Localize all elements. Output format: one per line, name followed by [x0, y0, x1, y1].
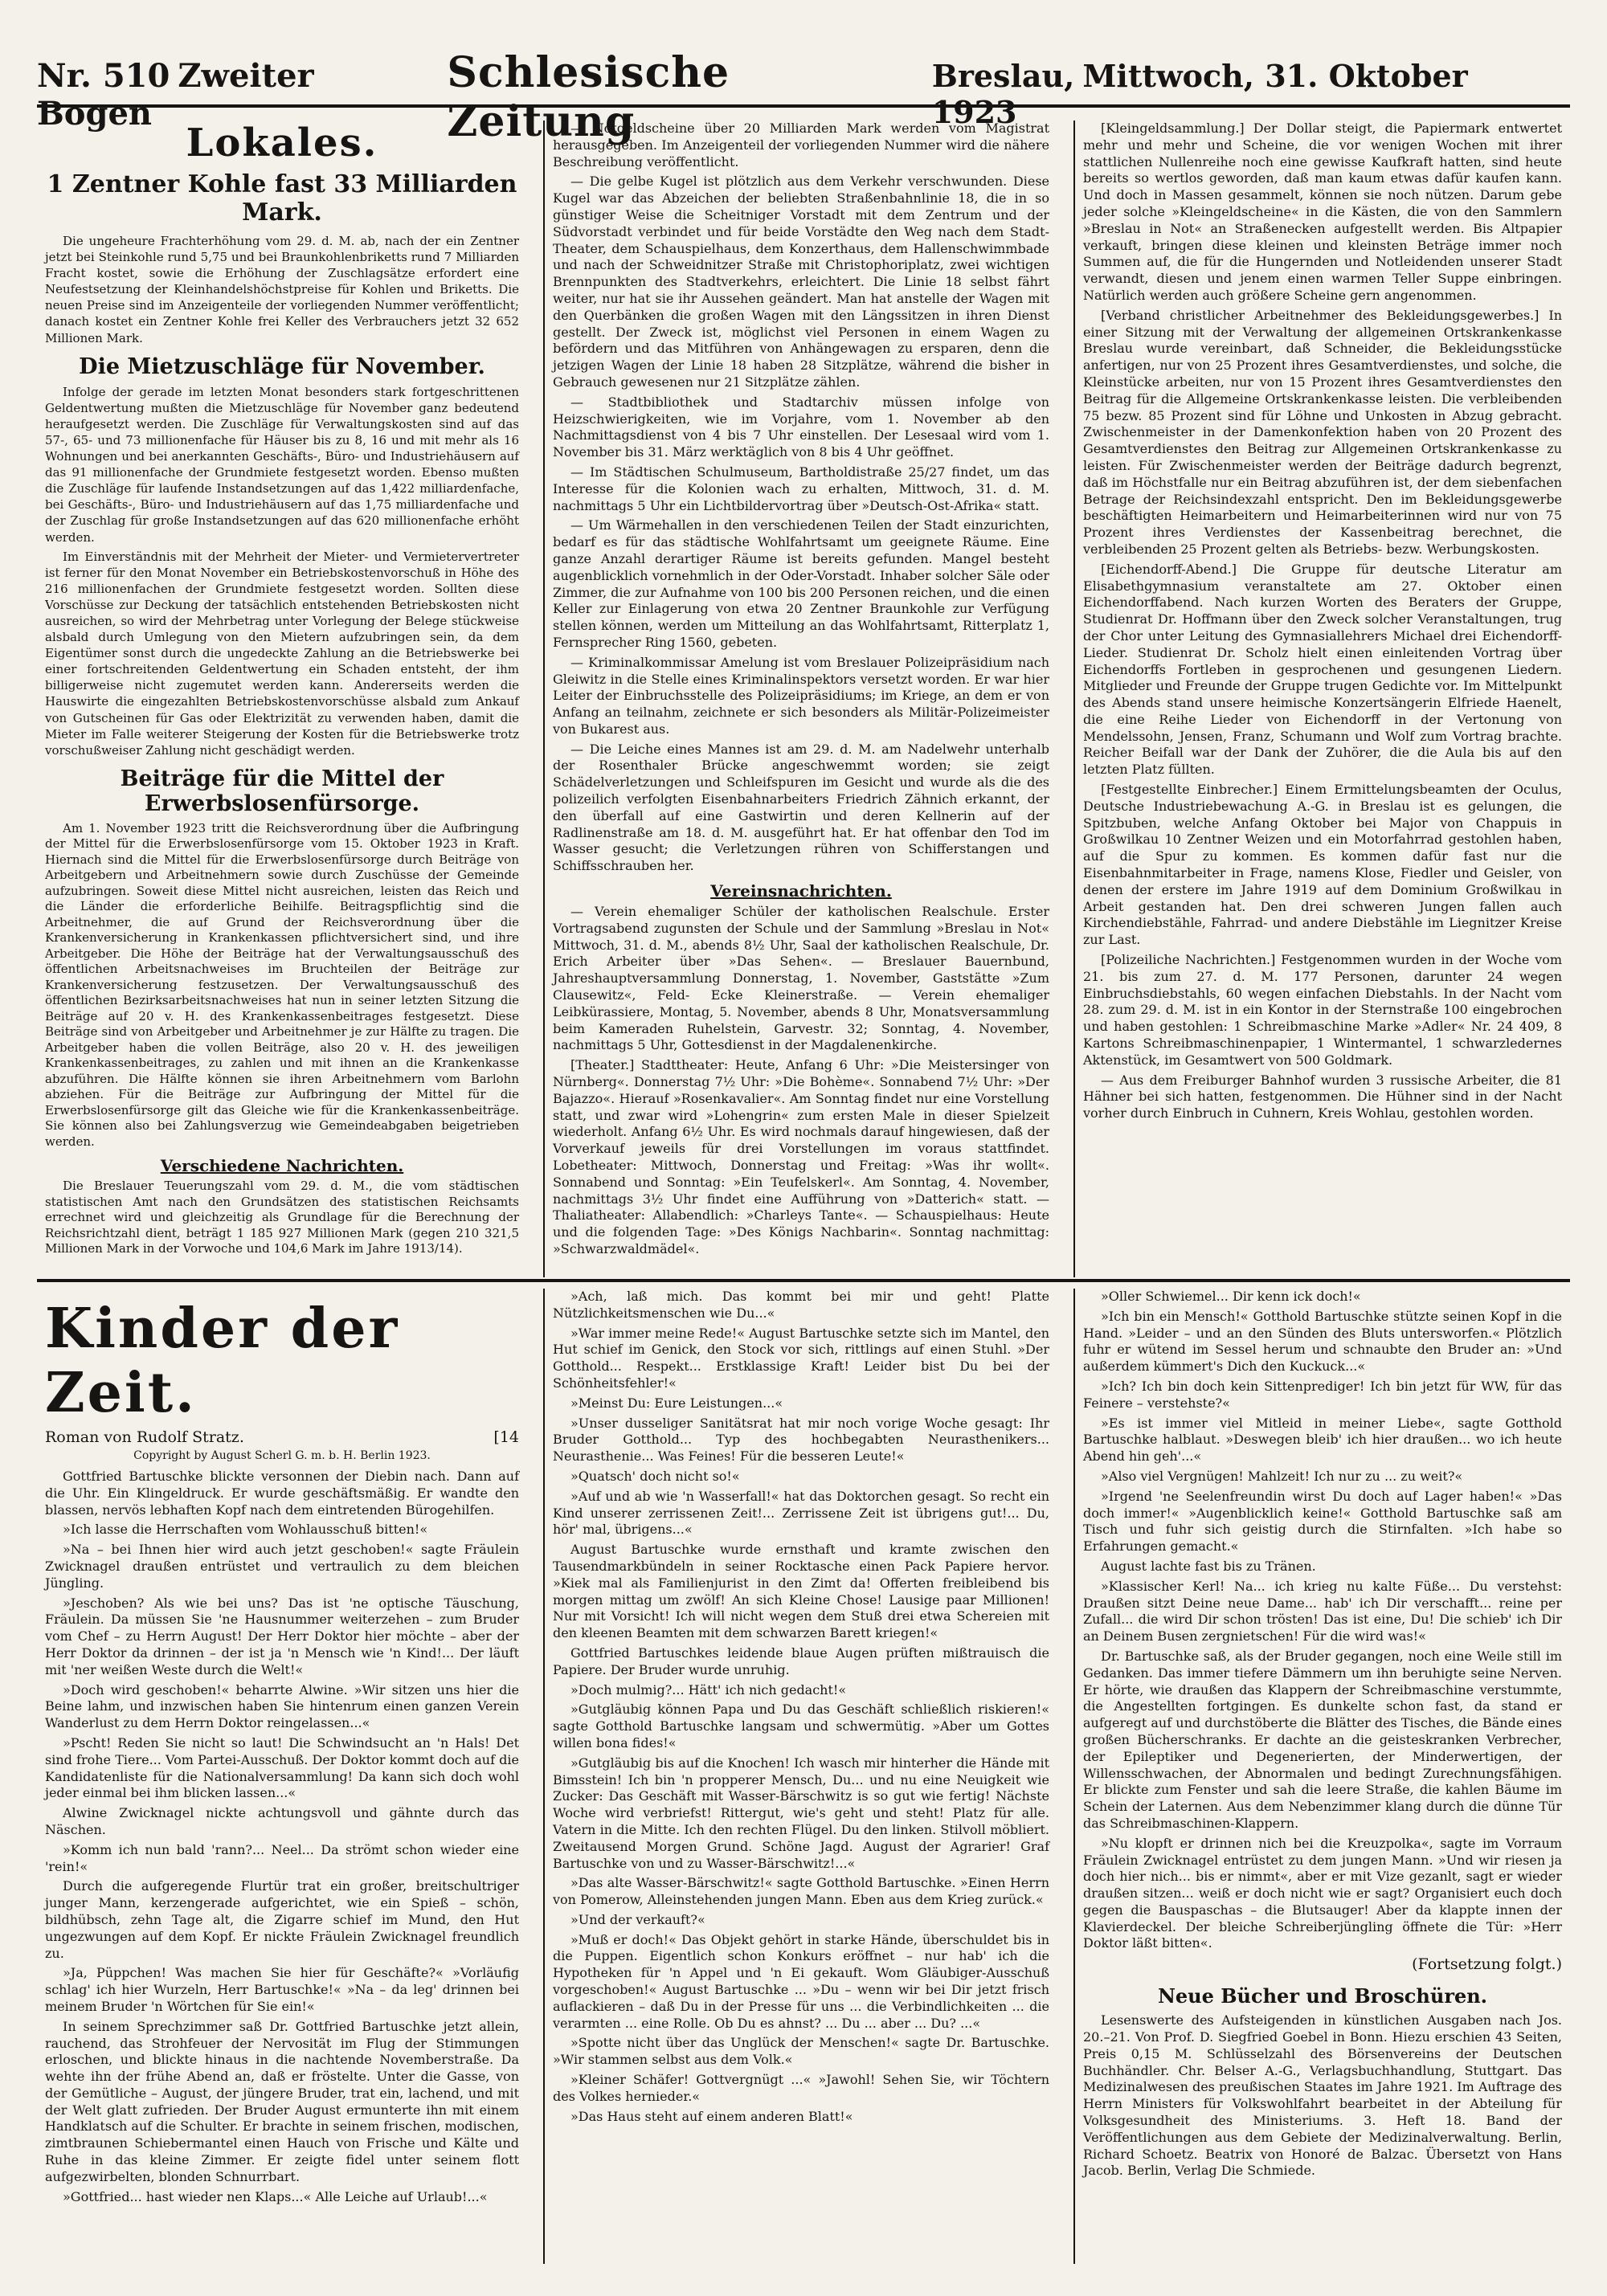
headline-kohle: 1 Zentner Kohle fast 33 Milliarden Mark. [47, 170, 517, 227]
article-teuerungszahl: Die Breslauer Teuerungszahl vom 29. d. M., die vom städtischen statistischen Amt nach den Grundsätzen des statistischen Reichsamts errechnet wird und gleichzeitig als Grundlage für die Berechnung der Reichsrichtzahl dient, beträgt 1 185 927 Millionen Mark (gegen 210 321,5 Millionen Mark in der Vorwoche und 104,6 Mark im Jahre 1913/14). [45, 1179, 519, 1256]
novel-paragraph: »Das Haus steht auf einem anderen Blatt!« [570, 2108, 853, 2124]
novel-paragraph: »Pscht! Reden Sie nicht so laut! Die Schwindsucht an 'n Hals! Det sind frohe Tiere... Vom Partei-Ausschuß. Der Doktor kommt doch auf die Kandidatenliste für die Nationalversammlung! Da kann sich doch wohl jeder einmal bei ihm blicken lassen...« [45, 1734, 519, 1801]
article-leiche: — Die Leiche eines Mannes ist am 29. d. M. am Nadelwehr unterhalb der Rosenthaler Brücke angeschwemmt worden; sie zeigt Schädelverletzungen und Schleifspuren im Gesicht und wurde als die des polizeilich verfolgten Eisenbahnarbeiters Friedrich Zähnich erkannt, der den überfall auf eine Gastwirtin und deren Kellnerin auf der Radlinenstraße am 18. d. M. ausgeführt hat. Er hat offenbar den Tod im Wasser gesucht; die Verletzungen rühren von Schifferstangen und Schiffsschrauben her. [553, 741, 1049, 874]
novel-paragraph: »Doch mulmig?... Hätt' ich nich gedacht!« [570, 1681, 847, 1697]
column-notices [1073, 121, 1570, 1277]
novel-column-1 [37, 1289, 527, 2208]
column-lokales [37, 121, 527, 1260]
novel-paragraph: »Ich? Ich bin doch kein Sittenprediger! Ich bin jetzt für WW, für das Feinere – verstehste?« [1083, 1378, 1562, 1411]
article-einbrecher: [Festgestellte Einbrecher.] Einem Ermittelungsbeamten der Oculus, Deutsche Industriebewachung A.-G. in Breslau ist es gelungen, die Spitzbuben, welche Anfang Oktober bei Major von Chappuis in Großwilkau 10 Zentner Weizen und ein Motorfahrrad gestohlen haben, auf die Spur zu kommen. Es kommen dafür fast nur die Eisenbahnmitarbeiter in Frage, namens Klose, Fiedler und Geisler, von denen der erstere im Jahre 1919 auf dem Dominium Großwilkau in Arbeit gestanden hat. Den drei schweren Jungen fallen auch Kirchendiebstähle, Fahrrad- und andere Diebstähle im Liegnitzer Kreise zur Last. [1083, 782, 1562, 948]
novel-meta [45, 1428, 519, 1446]
novel-paragraph: »Ich bin ein Mensch!« Gotthold Bartuschke stützte seinen Kopf in die Hand. »Leider – und an den Sünden des Bluts untersworfen.« Plötzlich fuhr er wütend im Sessel herum und schnaubte den Bruder an: »Und außerdem kümmert's Dich den Kuckuck...« [1083, 1308, 1562, 1375]
feuilleton-divider [37, 1279, 1570, 1282]
article-polizei: [Polizeiliche Nachrichten.] Festgenommen wurden in der Woche vom 21. bis zum 27. d. M. 177 Personen, darunter 24 wegen Einbruchsdiebstahls, 60 wegen einfachen Diebstahls. In der Nacht vom 28. zum 29. d. M. ist in ein Kontor in der Sternstraße 100 eingebrochen und haben gestohlen: 1 Schreibmaschine Marke »Adler« Nr. 24 409, 8 Kartons Schreibmaschinenpapier, 1 Wintermantel, 1 schwarzledernes Aktenstück, im Gesamtwert von 500 Goldmark. [1083, 952, 1562, 1068]
novel-paragraph: In seinem Sprechzimmer saß Dr. Gottfried Bartuschke jetzt allein, rauchend, das Strohfeuer der Nervosität im Flug der Stimmungen erloschen, und blickte hinaus in die nachtende Novemberstraße. Da wehte ihn der frühe Abend an, daß er fröstelte. Unter die Gasse, von der Gemütliche – August, der jüngere Bruder, trat ein, lachend, und mit der Welt glatt zufrieden. Der Bruder August ermunterte ihn mit einem Handklatsch auf die Schulter. Er brachte in seinem frischen, modischen, zimtbraunen Schiebermantel einen Hauch von Frische und Kälte und Ruhe in das kleine Zimmer. Er zeigte fidel unter seinem flott aufgezwirbelten, blonden Schnurrbart. [45, 2018, 519, 2184]
column-local-news [543, 121, 1057, 1277]
novel-column-3 [1073, 1289, 1570, 2264]
novel-paragraph: Gottfried Bartuschke blickte versonnen der Diebin nach. Dann auf die Uhr. Ein Klingeldruck. Er wurde geschäftsmäßig. Er wandte den blassen, nervös lebhaften Kopf nach dem eintretenden Bürogehilfen. [45, 1469, 519, 1518]
novel-paragraph: »Ja, Püppchen! Was machen Sie hier für Geschäfte?« »Vorläufig schlag' ich hier Wurzeln, Herr Bartuschke!« »Na – da leg' drinnen bei meinem Bruder 'n Wörtchen für Sie ein!« [45, 1965, 519, 2014]
article-stadtbibliothek: — Stadtbibliothek und Stadtarchiv müssen infolge von Heizschwierigkeiten, wie im Vorjahre, vom 1. November ab den Nachmittagsdienst von 4 bis 7 Uhr einstellen. Der Lesesaal wird vom 1. November bis 31. März werktäglich von 8 bis 4 Uhr geöffnet. [553, 394, 1049, 460]
novel-paragraph: »Spotte nicht über das Unglück der Menschen!« sagte Dr. Bartuschke. »Wir stammen selbst aus dem Volk.« [553, 2035, 1049, 2068]
article-kriminalkommissar: — Kriminalkommissar Amelung ist vom Breslauer Polizeipräsidium nach Gleiwitz in die Stelle eines Kriminalinspektors versetzt worden. Er war hier Leiter der Einbruchsstelle des Polizeipräsidiums; im Kriege, an dem er von Anfang an teilnahm, zeichnete er sich besonders als Militär-Polizeimeister von Bukarest aus. [553, 654, 1049, 737]
novel-paragraph: »Kleiner Schäfer! Gottvergnügt ...« »Jawohl! Sehen Sie, wir Töchtern des Volkes hernieder.« [553, 2072, 1049, 2104]
newspaper-title: Schlesische Zeitung [447, 48, 730, 146]
headline-vereinsnachrichten: Vereinsnachrichten. [710, 881, 892, 901]
novel-paragraph: »Es ist immer viel Mitleid in meiner Liebe«, sagte Gotthold Bartuschke halblaut. »Deswegen bleib' ich hier draußen... wo ich heute Abend hin geh'...« [1083, 1415, 1562, 1465]
issue-number: Nr. 510 [37, 57, 170, 95]
novel-paragraph: »Klassischer Kerl! Na... ich krieg nu kalte Füße... Du verstehst: Draußen sitzt Deine neue Dame... hab' ich Dir verschafft... reine per Zufall... die wird Dir schon trösten! Das ist eine, Du! Die schieb' ich Dir an Deinem Busen zergnietschen! Für die wird was!« [1083, 1578, 1562, 1644]
article-notgeld: — Notgeldscheine über 20 Milliarden Mark werden vom Magistrat herausgegeben. Im Anzeigenteil der vorliegenden Nummer wird die nähere Beschreibung veröffentlicht. [553, 121, 1049, 170]
article-theater: [Theater.] Stadttheater: Heute, Anfang 6 Uhr: »Die Meistersinger von Nürnberg«. Donnerstag 7½ Uhr: »Die Bohème«. Sonnabend 7½ Uhr: »Der Bajazzo«. Hierauf »Rosenkavalier«. Am Sonntag findet nur eine Vorstellung statt, und zwar wird »Lohengrin« zum ersten Male in dieser Spielzeit wiederholt. Anfang 6½ Uhr. Es wird nochmals darauf hingewiesen, daß der Vorverkauf jeweils für drei Vorstellungen im voraus stattfindet. Lobetheater: Mittwoch, Donnerstag und Freitag: »Was ihr wollt«. Sonnabend und Sonntag: »Ein Teufelskerl«. Am Sonntag, 4. November, nachmittags 3½ Uhr findet eine Aufführung von »Datterich« statt. — Thaliatheater: Allabendlich: »Charleys Tante«. — Schauspielhaus: Heute und die folgenden Tage: »Des Königs Nachbarin«. Sonntag nachmittag: »Schwarzwaldmädel«. [553, 1057, 1049, 1256]
article-gelbe-kugel: — Die gelbe Kugel ist plötzlich aus dem Verkehr verschwunden. Diese Kugel war das Abzeichen der beliebten Straßenbahnlinie 18, die in so günstiger Weise die Scheitniger Vorstadt mit dem Zentrum und der Südvorstadt verbindet und für beide Vorstädte den Weg nach dem Stadt-Theater, dem Schauspielhaus, dem Konzerthaus, dem Hallenschwimmbade und nach der Schweidnitzer Straße mit Christophoriplatz, zwei wichtigen Brennpunkten des Stadtverkehrs, erleichtert. Die Linie 18 selbst fährt weiter, nur hat sie ihr Aussehen geändert. Man hat anstelle der Wagen mit den Querbänken die großen Wagen mit den Längssitzen in ihren Dienst gestellt. Der Zweck ist, möglichst viel Personen in einem Wagen zu befördern und das Mitführen von Anhängewagen zu ersparen, denn die jetzigen Wagen der Linie 18 haben 28 Sitzplätze, während die bisher in Gebrauch gewesenen nur 21 Sitzplätze zählen. [553, 174, 1049, 390]
article-kohle: Die ungeheure Frachterhöhung vom 29. d. M. ab, nach der ein Zentner jetzt bei Steinkohle rund 5,75 und bei Braunkohlenbriketts rund 7 Milliarden Fracht kostet, sowie die Erhöhung der Zuschlagsätze erfordert eine Neufestsetzung der Kleinhandelshöchstpreise für Kohlen und Briketts. Die neuen Preise sind im Anzeigenteile der vorliegenden Nummer veröffentlicht; danach kostet ein Zentner Kohle frei Keller des Verbrauchers jetzt 32 652 Millionen Mark. [45, 234, 519, 345]
novel-paragraph: »Gutgläubig bis auf die Knochen! Ich wasch mir hinterher die Hände mit Bimsstein! Ich bin 'n propperer Mensch, Du... und nu eine Neuigkeit wie Zucker: Das Geschäft mit Wasser-Bärschwitz is so gut wie fertig! Nächste Woche wird verbriefst! Rittergut, wie's geht und steht! Platz für alle. Vatern in die Mitte. Ich den rechten Flügel. Du den linken. Stilvoll möbliert. Zweitausend Morgen Grund. Schöne Jagd. August der Agrarier! Graf Bartuschke von und zu Wasser-Bärschwitz!...« [553, 1755, 1049, 1871]
novel-paragraph: »Ach, laß mich. Das kommt bei mir und geht! Platte Nützlichkeitsmenschen wie Du...« [553, 1289, 1049, 1321]
novel-paragraph: »Und der verkauft?« [570, 1911, 705, 1927]
headline-neue-buecher: Neue Bücher und Broschüren. [1157, 1984, 1488, 2008]
novel-paragraph: »Nu klopft er drinnen nich bei die Kreuzpolka«, sagte im Vorraum Fräulein Zwicknagel entrüstet zu dem jungen Mann. »Und wir riesen ja doch hier nich... bis er nimmt«, aber er mit Vize gezanlt, sagt er wieder draußen sitzen... weiß er doch nicht wie er sagt? Organisiert euch doch gegen die Bauspaschas – die Blutsauger! Aber da klappte innen der Klavierdeckel. Der bleiche Schreiberjüngling öffnete die Tür: »Herr Doktor läßt bitten«. [1083, 1835, 1562, 1951]
article-mietzuschlaege-2: Im Einverständnis mit der Mehrheit der Mieter- und Vermietervertreter ist ferner für den Monat November ein Betriebskostenvorschuß in Höhe des 216 millionenfachen der Grundmiete festgesetzt worden. Sollten diese Vorschüsse zur Deckung der tatsächlich entstehenden Betriebskosten nicht ausreichen, so wird der Mehrbetrag unter Vorlegung der Belege stückweise alsbald durch Umlegung von den Mietern aufzubringen sein, da dem Eigentümer sonst durch die ungedeckte Zahlung an die Betriebswerke bei einer fortschreitenden Geldentwertung ein Schaden entsteht, der ihm billigerweise nicht zugemutet werden kann. Andererseits werden die Hauswirte die eingezahlten Betriebskostenvorschüsse alsbald zum Ankauf von Gutscheinen für Gas oder Elektrizität zu verwenden haben, damit die Mieter im Falle weiterer Steigerung der Kosten für die Betriebswerke trotz vorschußweiser Zahlung nicht geschädigt werden. [45, 549, 519, 758]
novel-paragraph: Alwine Zwicknagel nickte achtungsvoll und gähnte durch das Näschen. [45, 1805, 519, 1837]
location: Breslau, [931, 58, 1075, 94]
issue-date: Mittwoch, 31. Oktober 1923 [931, 58, 1468, 130]
novel-paragraph: Durch die aufgeregende Flurtür trat ein großer, breitschultriger junger Mann, kerzengerade aufgerichtet, wie ein Spieß – schön, bildhübsch, zehn Tage alt, die Zigarre schief im Mund, den Hut ungezwungen auf dem Kopf. Er nickte Fräulein Zwicknagel freundlich zu. [45, 1878, 519, 1961]
novel-paragraph: »Irgend 'ne Seelenfreundin wirst Du doch auf Lager haben!« »Das doch immer!« »Augenblicklich keine!« Gotthold Bartuschke saß am Tisch und fuhr sich geistig durch die Stirnfalten. »Ich habe so Erfahrungen gemacht.« [1083, 1488, 1562, 1554]
to-be-continued: (Fortsetzung folgt.) [1412, 1955, 1562, 1974]
novel-column-2 [543, 1289, 1057, 2264]
article-mietzuschlaege-1: Infolge der gerade im letzten Monat besonders stark fortgeschrittenen Geldentwertung mußten die Mietzuschläge für November ganz bedeutend heraufgesetzt werden. Die Zuschläge für Verwaltungskosten sind auf das 57-, 65- und 73 millionenfache für Häuser bis zu 8, 16 und mit mehr als 16 Wohnungen und bei anerkannten Geschäfts-, Büro- und Industriehäusern auf das 91 millionenfache der Grundmiete festgesetzt worden. Ebenso mußten die Zuschläge für laufende Instandsetzungen auf das 1,422 milliardenfache, bei Geschäfts-, Büro- und Industriehäusern auf das 1,75 milliardenfache und der Zuschlag für große Instandsetzungen auf das 620 millionenfache erhöht werden. [45, 384, 519, 545]
novel-paragraph: »War immer meine Rede!« August Bartuschke setzte sich im Mantel, den Hut schief im Genick, den Stock vor sich, rittlings auf einen Stuhl. »Der Gotthold... Respekt... Erstklassige Kraft! Leider bist Du bei der Schönheitsfehler!« [553, 1325, 1049, 1391]
article-vereinsnachrichten: — Verein ehemaliger Schüler der katholischen Realschule. Erster Vortragsabend zugunsten der Schule und der Sammlung »Breslau in Not« Mittwoch, 31. d. M., abends 8½ Uhr, Saal der katholischen Realschule, Dr. Erich Arbeiter über »Das Sehen«. — Breslauer Bauernbund, Jahreshauptversammlung Donnerstag, 1. November, Gaststätte »Zum Clausewitz«, Feld- Ecke Kleinerstraße. — Verein ehemaliger Leibkürassiere, Montag, 5. November, abends 8 Uhr, Monatsversammlung beim Kameraden Ruhelstein, Garvestr. 32; Sonntag, 4. November, nachmittags 5 Uhr, Gottesdienst in der Magdalenenkirche. [553, 904, 1049, 1053]
novel-paragraph: »Jeschoben? Als wie bei uns? Das ist 'ne optische Täuschung, Fräulein. Da müssen Sie 'ne Hausnummer weiterzehen – zum Bruder vom Chef – zu Herrn August! Der Herr Doktor hier möchte – aber der Herr Doktor da drinnen – der ist ja 'n Mensch wie 'n Kind!... Der läuft mit 'ner weißen Weste durch die Welt!« [45, 1595, 519, 1677]
novel-paragraph: Dr. Bartuschke saß, als der Bruder gegangen, noch eine Weile still im Gedanken. Das immer tiefere Dämmern um ihn beruhigte seine Nerven. Er hörte, wie draußen das Klappern der Schreibmaschine verstummte, die Angestellten fortgingen. Es dunkelte schon fast, da stand er aufgeregt auf und durchstöberte die Blätter des Tisches, die Bände eines großen Bücherschranks. Er dachte an die geisteskranken Verbrecher, der Epileptiker und Degenerierten, der Minderwertigen, der Willensschwachen, der Abnormalen und bedingt Zurechnungsfähigen. Er blickte zum Fenster und sah die leere Straße, die kahlen Bäume im Schein der Laternen. Aus dem Nebenzimmer klang durch die dünne Tür das Schreibmaschinen-Klappern. [1083, 1648, 1562, 1831]
novel-paragraph: »Quatsch' doch nicht so!« [570, 1468, 740, 1484]
article-waermehallen: — Um Wärmehallen in den verschiedenen Teilen der Stadt einzurichten, bedarf es für das städtische Wohlfahrtsamt um geeignete Räume. Eine ganze Anzahl derartiger Räume ist bereits gefunden. Mangel besteht augenblicklich vornehmlich in der Oder-Vorstadt. Inhaber solcher Säle oder Zimmer, die zur Aufnahme von 100 bis 200 Personen reichen, und die einen Keller zur Einlagerung von etwa 20 Zentner Braunkohle zur Verfügung stellen können, werden um Mitteilung an das Wohlfahrtsamt, Ritterplatz 1, Fernsprecher Ring 1560, gebeten. [553, 517, 1049, 650]
article-neue-buecher: Lesenswerte des Aufsteigenden in künstlichen Ausgaben nach Jos. 20.–21. Von Prof. D. Siegfried Goebel in Bonn. Hiezu erschien 43 Seiten, Preis 0,15 M. Schlüsselzahl des Börsenvereins der Deutschen Buchhändler. Chr. Belser A.-G., Verlagsbuchhandlung, Stuttgart. Das Medizinalwesen des preußischen Staates im Jahre 1921. Im Auftrage des Herrn Ministers für Volkswohlfahrt bearbeitet in der Abteilung für Volksgesundheit des Ministeriums. 3. Heft 18. Band der Veröffentlichungen aus dem Gebiete der Medizinalverwaltung. Berlin, Richard Schoetz. Beatrix von Honoré de Balzac. Übersetzt von Hans Jacob. Berlin, Verlag Die Schmiede. [1083, 2012, 1562, 2179]
article-freiburger-bahnhof: — Aus dem Freiburger Bahnhof wurden 3 russische Arbeiter, die 81 Hähner bei sich hatten, festgenommen. Die Hühner sind in der Nacht vorher durch Einbruch in Cuhnern, Kreis Wohlau, gestohlen worden. [1083, 1072, 1562, 1121]
novel-paragraph: August Bartuschke wurde ernsthaft und kramte zwischen den Tausendmarkbündeln in seiner Rocktasche einen Pack Papiere hervor. »Kiek mal als Familienjurist in den Zimt da! Offerten freibleibend bis morgen mittag um zwölf! An sich Kleine Chose! Lausige paar Millionen! Nur mit Vorsicht! Ich will nicht wegen dem Stuß drei etwa Schereien mit den kleenen Beamten mit dem schwarzen Barett kriegen!« [553, 1542, 1049, 1641]
article-eichendorff: [Eichendorff-Abend.] Die Gruppe für deutsche Literatur am Elisabethgymnasium veranstaltete am 27. Oktober einen Eichendorffabend. Nach kurzen Worten des Beraters der Gruppe, Studienrat Dr. Hoffmann über den Zweck solcher Veranstaltungen, trug der Chor unter Leitung des Gymnasiallehrers Michael drei Eichendorff-Lieder. Studienrat Dr. Scholz hielt einen einleitenden Vortrag über Eichendorffs Fortleben in gesprochenen und gesungenen Liedern. Mitglieder und Freunde der Gruppe trugen Gedichte vor. Im Mittelpunkt des Abends stand unsere heimische Konzertsängerin Elfriede Haenelt, die eine Reihe Lieder von Eichendorff in der Vertonung von Mendelssohn, Jensen, Franz, Schumann und Wolf zum Vortrag brachte. Reicher Beifall war der Dank der Zuhörer, die die Aula bis auf den letzten Platz füllten. [1083, 561, 1562, 778]
novel-copyright: Copyright by August Scherl G. m. b. H. Berlin 1923. [133, 1449, 431, 1462]
headline-verschiedenes: Verschiedene Nachrichten. [160, 1156, 404, 1176]
feuilleton-section [37, 1289, 1570, 2264]
article-bekleidungsgewerbe: [Verband christlicher Arbeitnehmer des Bekleidungsgewerbes.] In einer Sitzung mit der Verwaltung der allgemeinen Ortskrankenkasse Breslau wurde vereinbart, daß Schneider, die Bekleidungsstücke anfertigen, nur von 25 Prozent ihres Gesamtverdienstes, und solche, die Kleinstücke arbeiten, nur von 15 Prozent ihres Gesamtverdienstes den Beitrag für die Allgemeine Ortskrankenkasse leisten. Die verbleibenden 75 bezw. 85 Prozent sind für Löhne und Unkosten in Abzug gebracht. Zwischenmeister in der Damenkonfektion haben von 20 Prozent des Gesamtverdienstes den Beitrag zur Allgemeinen Ortskrankenkasse zu leisten. Für Zwischenmeister werden der Beiträge dadurch begrenzt, daß im Höchstfalle nur ein Beitrag abzuführen ist, der dem siebenfachen Betrage der Reichsindexzahl entspricht. Den im Bekleidungsgewerbe beschäftigten Heimarbeitern und Heimarbeiterinnen wird nur von 75 Prozent ihres Verdienstes der Kassenbeitrag berechnet, die verbleibenden 25 Prozent gelten als Betriebs- bezw. Werbungskosten. [1083, 307, 1562, 557]
article-erwerbslosenfuersorge: Am 1. November 1923 tritt die Reichsverordnung über die Aufbringung der Mittel für die Erwerbslosenfürsorge vom 15. Oktober 1923 in Kraft. Hiernach sind die Mittel für die Erwerbslosenfürsorge durch Beiträge von Arbeitgebern und Arbeitnehmern sowie durch Zuschüsse der Gemeinde aufzubringen. Soweit diese Mittel nicht ausreichen, leisten das Reich und die Länder die erforderliche Beihilfe. Beitragspflichtig sind die Arbeitnehmer, die auf Grund der Reichsverordnung über die Krankenversicherung in Krankenkassen pflichtversichert sind, und ihre Arbeitgeber. Die Höhe der Beiträge hat der Verwaltungsausschuß des öffentlichen Arbeitsnachweises im Bruchteilen der Beiträge zur Krankenversicherung festzusetzen. Der Verwaltungsausschuß des öffentlichen Bezirksarbeitsnachweises hat nun in seiner letzten Sitzung die Beiträge auf 20 v. H. des Krankenkassenbeitrages festgesetzt. Diese Beiträge sind von Arbeitgeber und Arbeitnehmer je zur Hälfte zu tragen. Die Arbeitgeber haben die vollen Beiträge, also 20 v. H. des jeweiligen Krankenkassenbeitrages, zu zahlen und mit ihnen an die Krankenkasse abzuführen. Die Hälfte können sie ihren Arbeitnehmern vom Barlohn abziehen. Für die Beiträge zur Aufbringung der Mittel für die Erwerbslosenfürsorge gilt das Gleiche wie für die Krankenkassenbeiträge. Sie können also bei Zahlungsverzug wie Gemeindeabgaben beigetrieben werden. [45, 820, 519, 1149]
novel-paragraph: August lachte fast bis zu Tränen. [1101, 1558, 1316, 1574]
novel-title: Kinder der Zeit. [45, 1297, 400, 1425]
novel-paragraph: »Meinst Du: Eure Leistungen...« [570, 1395, 783, 1411]
novel-paragraph: »Doch wird geschoben!« beharrte Alwine. »Wir sitzen uns hier die Beine lahm, und inzwischen haben Sie hintenrum einen ganzen Verein Wanderlust zu dem Herrn Doktor reingelassen...« [45, 1681, 519, 1731]
novel-paragraph: »Oller Schwiemel... Dir kenn ick doch!« [1101, 1289, 1361, 1304]
section-title: Lokales. [186, 121, 378, 165]
novel-paragraph: »Muß er doch!« Das Objekt gehört in starke Hände, überschuldet bis in die Puppen. Eigentlich schon Konkurs eröffnet – nur hab' ich die Hypotheken für 'n Appel und 'n Ei gekauft. Wom Gläubiger-Ausschuß vorgeschoben!« August Bartuschke ... »Du – wenn wir bei Dir jetzt frisch auflackieren – daß Du in der Presse für uns ... die Verbindlichkeiten ... die verarmten ... eine Rolle. Ob Du es ahnst? ... Du ... aber ... Du? ...« [553, 1931, 1049, 2031]
novel-installment: [14 [493, 1428, 519, 1446]
novel-paragraph: »Komm ich nun bald 'rann?... Neel... Da strömt schon wieder eine 'rein!« [45, 1841, 519, 1874]
novel-paragraph: »Also viel Vergnügen! Mahlzeit! Ich nur zu ... zu weit?« [1101, 1468, 1463, 1484]
novel-paragraph: »Unser dusseliger Sanitätsrat hat mir noch vorige Woche gesagt: Ihr Bruder Gotthold... Typ des hochbegabten Neurasthenikers... Neurasthenie... Was Feines! Für die besseren Leute!« [553, 1415, 1049, 1465]
date-info [932, 58, 1570, 130]
novel-paragraph: »Gottfried... hast wieder nen Klaps...« Alle Leiche auf Urlaub!...« [63, 2188, 488, 2204]
novel-paragraph: »Das alte Wasser-Bärschwitz!« sagte Gotthold Bartuschke. »Einen Herrn von Pomerow, Alleinstehenden jungen Mann. Eben aus dem Krieg zurück.« [553, 1875, 1049, 1908]
novel-byline: Roman von Rudolf Stratz. [45, 1428, 244, 1446]
headline-erwerbslosenfuersorge: Beiträge für die Mittel der Erwerbslosenfürsorge. [120, 766, 444, 816]
novel-paragraph: »Gutgläubig können Papa und Du das Geschäft schließlich riskieren!« sagte Gotthold Bartuschke langsam und schwermütig. »Aber um Gottes willen bona fides!« [553, 1702, 1049, 1751]
article-kleingeldsammlung: [Kleingeldsammlung.] Der Dollar steigt, die Papiermark entwertet mehr und mehr und Scheine, die vor wenigen Wochen mit ihrer stattlichen Nullenreihe noch eine gewisse Kaufkraft hatten, sind heute bereits so wertlos geworden, daß man kaum etwas dafür kaufen kann. Und doch in Massen gesammelt, können sie noch nützen. Darum gebe jeder solche »Kleingeldscheine« in die Kästen, die von den Sammlern »Breslau in Not« an Straßenecken aufgestellt werden. Bis Altpapier verkauft, bringen diese kleinen und kleinsten Beträge immer noch Summen auf, die für die Hungernden und Notleidenden unserer Stadt verwandt, diesen und jenem einen warmen Teller Suppe einbringen. Natürlich werden auch größere Scheine gern angenommen. [1083, 121, 1562, 303]
novel-paragraph: »Auf und ab wie 'n Wasserfall!« hat das Doktorchen gesagt. So recht ein Kind unserer zerrissenen Zeit!... Zerrissene Zeit ist übrigens gut!... Du, hör' mal, übrigens...« [553, 1488, 1049, 1538]
novel-paragraph: »Ich lasse die Herrschaften vom Wohlausschuß bitten!« [63, 1522, 428, 1538]
novel-paragraph: Gottfried Bartuschkes leidende blaue Augen prüften mißtrauisch die Papiere. Der Bruder wurde unruhig. [553, 1644, 1049, 1677]
news-section [37, 121, 1570, 1277]
sheet-label: Zweiter Bogen [37, 57, 314, 133]
novel-paragraph: »Na – bei Ihnen hier wird auch jetzt geschoben!« sagte Fräulein Zwicknagel draußen entrüstet und vertraulich zu dem bleichen Jüngling. [45, 1542, 519, 1591]
article-schulmuseum: — Im Städtischen Schulmuseum, Bartholdistraße 25/27 findet, um das Interesse für die Kolonien wach zu erhalten, Mittwoch, 31. d. M. nachmittags 5 Uhr ein Lichtbildervortrag über »Deutsch-Ost-Afrika« statt. [553, 464, 1049, 513]
headline-mietzuschlaege: Die Mietzuschläge für November. [79, 353, 485, 379]
